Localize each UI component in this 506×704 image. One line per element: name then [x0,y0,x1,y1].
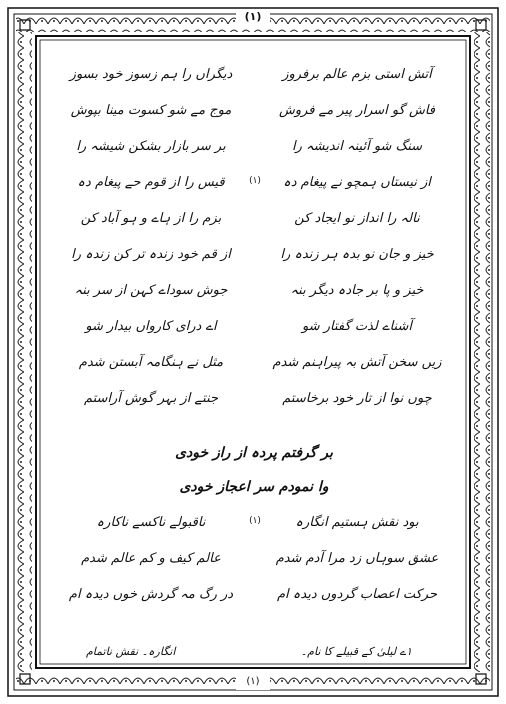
footnote-marker: (۱) [249,516,261,526]
hemistich-first: آشناے لذت گفتار شو [302,319,412,334]
couplet [56,100,452,124]
hemistich-second: موج مے شو کسوت مینا بپوش [70,103,232,118]
couplet [56,512,452,536]
page-number-bottom: (۱) [236,676,270,690]
couplet [56,584,452,608]
couplet [56,548,452,572]
hemistich-second: مثل نے ہنگامہ آبستن شدم [78,355,224,370]
hemistich-second: ناقبولے ناکسے ناکارہ [96,515,206,530]
footnote-glossary: انگارہ۔ نقش ناتمام [86,645,176,658]
hemistich-first: حرکت اعصاب گردوں دیدہ ام [276,587,438,602]
hemistich-first: زیں سخن آتش بہ پیراہنم شدم [272,355,442,370]
hemistich-first: سنگ شو آئینہ اندیشہ را [291,139,423,154]
hemistich-first: خیز و جان نو بدہ ہر زندہ را [280,247,434,262]
couplet [56,280,452,304]
couplet [56,316,452,340]
section-heading: بر گرفتم پردہ از راز خودی [175,445,333,461]
hemistich-second: جنتے از بہر گوش آراستم [83,391,219,406]
hemistich-first: فاش گو اسرار پیر مے فروش [278,103,435,118]
hemistich-second: اے درای کارواں بیدار شو [85,319,217,334]
hemistich-first: خیز و پا بر جادہ دیگر بنہ [290,283,424,298]
hemistich-second: در رگ مہ گردش خوں دیدہ ام [68,587,234,602]
hemistich-first: عشق سوہاں زد مرا آدم شدم [275,551,439,566]
hemistich-second: دیگراں را ہم زسوز خود بسوز [69,67,233,82]
page-number-top: (۱) [236,10,270,26]
footnote-marker: (۱) [249,176,261,186]
couplet [56,388,452,412]
hemistich-first: از نیستاں ہمچو نے پیغام دہ [283,175,431,190]
hemistich-second: جوش سوداے کہن از سر بنہ [74,283,228,298]
couplet [56,172,452,196]
hemistich-second: بر سر بازار بشکن شیشہ را [76,139,226,154]
couplet [56,352,452,376]
hemistich-first: آتش استی بزم عالم برفروز [282,67,432,82]
hemistich-first: نالہ را انداز نو ایجاد کن [294,211,420,226]
section-heading: وا نمودم سر اعجاز خودی [179,479,329,495]
hemistich-second: از قم خود زندہ تر کن زندہ را [71,247,231,262]
hemistich-second: قیس را از قوم حے پیغام دہ [77,175,225,190]
footnote-tribe: ۱ے لیلیٰ کے قبیلے کا نام۔ [300,645,412,658]
couplet [56,208,452,232]
hemistich-first: بود نقش ہستیم انگارہ [295,515,419,530]
hemistich-second: بزم را از ہاے و ہو آباد کن [80,211,222,226]
couplet [56,244,452,268]
couplet [56,136,452,160]
poem-body [56,56,452,666]
hemistich-first: چوں نوا از تار خود برخاستم [282,391,432,406]
hemistich-second: عالم کیف و کم عالم شدم [81,551,221,566]
couplet [56,64,452,88]
